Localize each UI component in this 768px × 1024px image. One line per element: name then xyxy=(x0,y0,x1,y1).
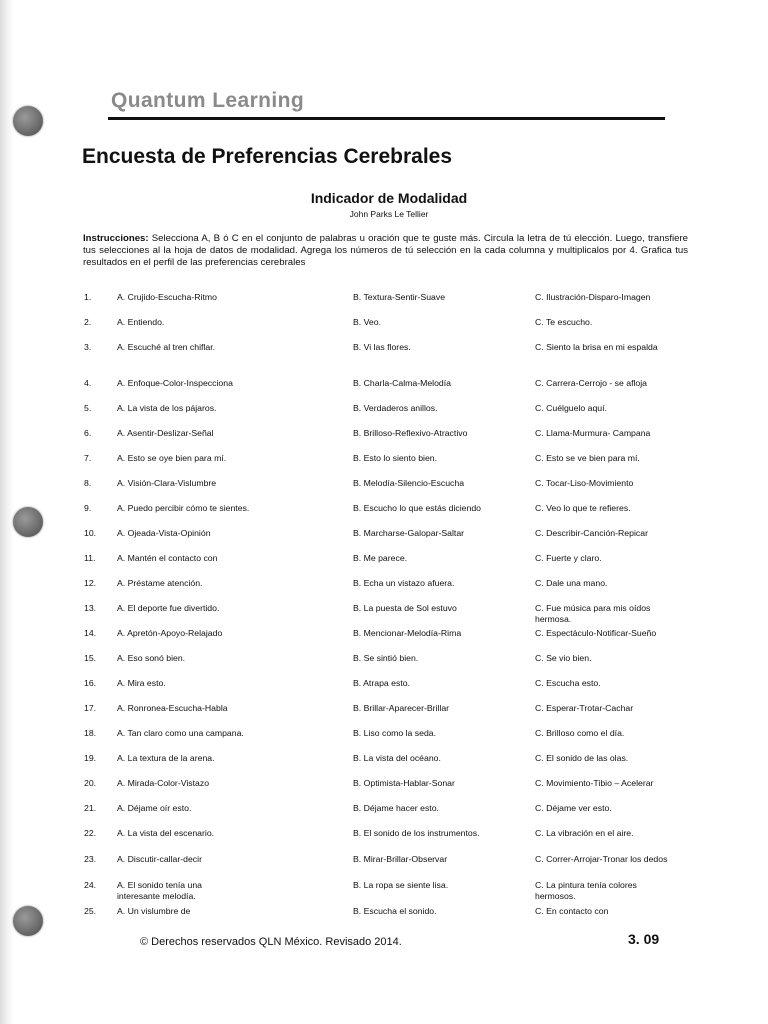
option-c[interactable]: C. Déjame ver esto. xyxy=(535,803,612,813)
option-a[interactable]: A. Tan claro como una campana. xyxy=(117,728,244,738)
option-a[interactable]: A. Visión-Clara-Vislumbre xyxy=(117,478,217,488)
option-c[interactable]: C. Veo lo que te refieres. xyxy=(535,503,631,513)
option-b[interactable]: B. Mirar-Brillar-Observar xyxy=(353,854,448,864)
question-number: 7. xyxy=(84,453,92,463)
question-number: 5. xyxy=(84,403,92,413)
page-title: Encuesta de Preferencias Cerebrales xyxy=(82,145,453,168)
question-number: 17. xyxy=(84,703,97,713)
author-line: John Parks Le Tellier xyxy=(349,209,429,219)
option-b[interactable]: B. Echa un vistazo afuera. xyxy=(353,578,455,588)
option-c[interactable]: C. Se vio bien. xyxy=(535,653,592,663)
option-a[interactable]: A. Escuché al tren chiflar. xyxy=(117,342,216,352)
page-number: 3. 09 xyxy=(628,931,660,947)
question-number: 11. xyxy=(84,553,96,563)
question-number: 18. xyxy=(84,728,97,738)
option-c[interactable]: C. La vibración en el aire. xyxy=(535,828,634,838)
option-a[interactable]: A. Entiendo. xyxy=(117,317,165,327)
question-number: 4. xyxy=(84,378,92,388)
option-b[interactable]: B. Liso como la seda. xyxy=(353,728,437,738)
question-number: 21. xyxy=(84,803,97,813)
option-b[interactable]: B. Escucha el sonido. xyxy=(353,906,437,916)
option-b[interactable]: B. La vista del océano. xyxy=(353,753,441,763)
question-number: 23. xyxy=(84,854,97,864)
option-b[interactable]: B. Veo. xyxy=(353,317,382,327)
option-a[interactable]: A. Ojeada-Vista-Opinión xyxy=(117,528,211,538)
header-rule xyxy=(108,117,665,120)
question-number: 19. xyxy=(84,753,97,763)
option-a[interactable]: A. Eso sonó bien. xyxy=(117,653,186,663)
option-a[interactable]: A. La vista del escenario. xyxy=(117,828,215,838)
option-c[interactable]: C. Llama-Murmura- Campana xyxy=(535,428,651,438)
question-number: 25. xyxy=(84,906,97,916)
option-b[interactable]: B. Esto lo siento bien. xyxy=(353,453,438,463)
option-b[interactable]: B. Brilloso-Reflexivo-Atractivo xyxy=(353,428,468,438)
option-a[interactable]: A. Puedo percibir cómo te sientes. xyxy=(117,503,250,513)
option-a[interactable]: A. Déjame oír esto. xyxy=(117,803,192,813)
option-c[interactable]: C. Escucha esto. xyxy=(535,678,601,688)
option-c[interactable]: C. En contacto con xyxy=(535,906,609,916)
option-a[interactable]: A. Mirada-Color-Vistazo xyxy=(117,778,210,788)
question-number: 1. xyxy=(84,292,92,302)
option-b[interactable]: B. El sonido de los instrumentos. xyxy=(353,828,480,838)
binder-hole xyxy=(13,106,43,136)
instructions xyxy=(83,233,688,269)
question-number: 9. xyxy=(84,503,92,513)
section-subtitle: Indicador de Modalidad xyxy=(310,190,468,206)
option-c[interactable]: C. La pintura tenía colores hermosos. xyxy=(535,880,637,901)
brand-logo: Quantum Learning xyxy=(111,89,305,112)
question-number: 13. xyxy=(84,603,97,613)
question-number: 6. xyxy=(84,428,92,438)
option-c[interactable]: C. Tocar-Liso-Movimiento xyxy=(535,478,634,488)
binder-hole xyxy=(13,906,43,936)
option-c[interactable]: C. Esto se ve bien para mí. xyxy=(535,453,640,463)
option-a[interactable]: A. Discutir-callar-decir xyxy=(117,854,202,864)
option-c[interactable]: C. Siento la brisa en mi espalda xyxy=(535,342,658,352)
option-a[interactable]: A. Esto se oye bien para mí. xyxy=(117,453,227,463)
option-c[interactable]: C. Carrera-Cerrojo - se afloja xyxy=(535,378,648,388)
question-number: 8. xyxy=(84,478,92,488)
option-a[interactable]: A. La textura de la arena. xyxy=(117,753,215,763)
option-a[interactable]: A. Un vislumbre de xyxy=(117,906,191,916)
scan-edge xyxy=(0,0,14,1024)
instructions-text: Selecciona A, B ó C en el conjunto de palabras u oración que te guste más. Circula la letra de tú elección. Luego, transfiere tus selecciones al la hoja de datos de modalidad. Agrega los números de tú selección en la cada columna y multiplicalos por 4. Grafica tus resultados en el perfil de las preferencias cerebrales xyxy=(83,233,688,268)
question-number: 24. xyxy=(84,880,97,890)
option-b[interactable]: B. Déjame hacer esto. xyxy=(353,803,439,813)
option-a[interactable]: A. Crujido-Escucha-Ritmo xyxy=(117,292,217,302)
option-c[interactable]: C. Describir-Canción-Repicar xyxy=(535,528,648,538)
option-b[interactable]: B. Me parece. xyxy=(353,553,408,563)
option-a[interactable]: A. Préstame atención. xyxy=(117,578,203,588)
question-number: 15. xyxy=(84,653,97,663)
question-number: 16. xyxy=(84,678,97,688)
option-c[interactable]: C. Movimiento-Tibio – Acelerar xyxy=(535,778,654,788)
option-a[interactable]: A. Enfoque-Color-Inspecciona xyxy=(117,378,233,388)
option-b[interactable]: B. Textura-Sentir-Suave xyxy=(353,292,446,302)
option-b[interactable]: B. Melodía-Silencio-Escucha xyxy=(353,478,465,488)
option-b[interactable]: B. Brillar-Aparecer-Brillar xyxy=(353,703,450,713)
option-a[interactable]: A. Asentir-Deslizar-Señal xyxy=(117,428,214,438)
option-a[interactable]: A. La vista de los pájaros. xyxy=(117,403,217,413)
option-c[interactable]: C. Fuerte y claro. xyxy=(535,553,602,563)
option-a[interactable]: A. El deporte fue divertido. xyxy=(117,603,220,613)
option-c[interactable]: C. Cuélguelo aquí. xyxy=(535,403,607,413)
option-b[interactable]: B. La ropa se siente lisa. xyxy=(353,880,449,890)
option-c[interactable]: C. Esperar-Trotar-Cachar xyxy=(535,703,634,713)
binder-hole xyxy=(13,507,43,537)
option-b[interactable]: B. Escucho lo que estás diciendo xyxy=(353,503,481,513)
option-a[interactable]: A. Mira esto. xyxy=(117,678,166,688)
instructions-label: Instrucciones: xyxy=(83,233,149,244)
option-c[interactable]: C. Correr-Arrojar-Tronar los dedos xyxy=(535,854,668,864)
option-a[interactable]: A. Ronronea-Escucha-Habla xyxy=(117,703,228,713)
option-c[interactable]: C. El sonido de las olas. xyxy=(535,753,629,763)
question-number: 2. xyxy=(84,317,92,327)
question-number: 20. xyxy=(84,778,97,788)
option-b[interactable]: B. Mencionar-Melodía-Rima xyxy=(353,628,462,638)
question-number: 3. xyxy=(84,342,92,352)
question-number: 14. xyxy=(84,628,97,638)
option-b[interactable]: B. Vi las flores. xyxy=(353,342,411,352)
option-b[interactable]: B. Atrapa esto. xyxy=(353,678,410,688)
option-a[interactable]: A. Mantén el contacto con xyxy=(117,553,218,563)
option-c[interactable]: C. Fue música para mis oídos hermosa. xyxy=(535,603,651,624)
question-number: 12. xyxy=(84,578,97,588)
option-b[interactable]: B. Marcharse-Galopar-Saltar xyxy=(353,528,465,538)
option-b[interactable]: B. Se sintió bien. xyxy=(353,653,419,663)
option-b[interactable]: B. Optimista-Hablar-Sonar xyxy=(353,778,455,788)
option-b[interactable]: B. Charla-Calma-Melodía xyxy=(353,378,452,388)
option-b[interactable]: B. La puesta de Sol estuvo xyxy=(353,603,457,613)
option-c[interactable]: C. Brilloso como el día. xyxy=(535,728,625,738)
copyright: © Derechos reservados QLN México. Revisado 2014. xyxy=(140,936,402,948)
option-a[interactable]: A. Apretón-Apoyo-Relajado xyxy=(117,628,223,638)
option-c[interactable]: C. Te escucho. xyxy=(535,317,593,327)
option-b[interactable]: B. Verdaderos anillos. xyxy=(353,403,438,413)
option-c[interactable]: C. Dale una mano. xyxy=(535,578,608,588)
option-a[interactable]: A. El sonido tenía una interesante melodía. xyxy=(117,880,203,901)
question-number: 22. xyxy=(84,828,97,838)
option-c[interactable]: C. Espectáculo-Notificar-Sueño xyxy=(535,628,657,638)
option-c[interactable]: C. Ilustración-Disparo-Imagen xyxy=(535,292,651,302)
question-number: 10. xyxy=(84,528,97,538)
